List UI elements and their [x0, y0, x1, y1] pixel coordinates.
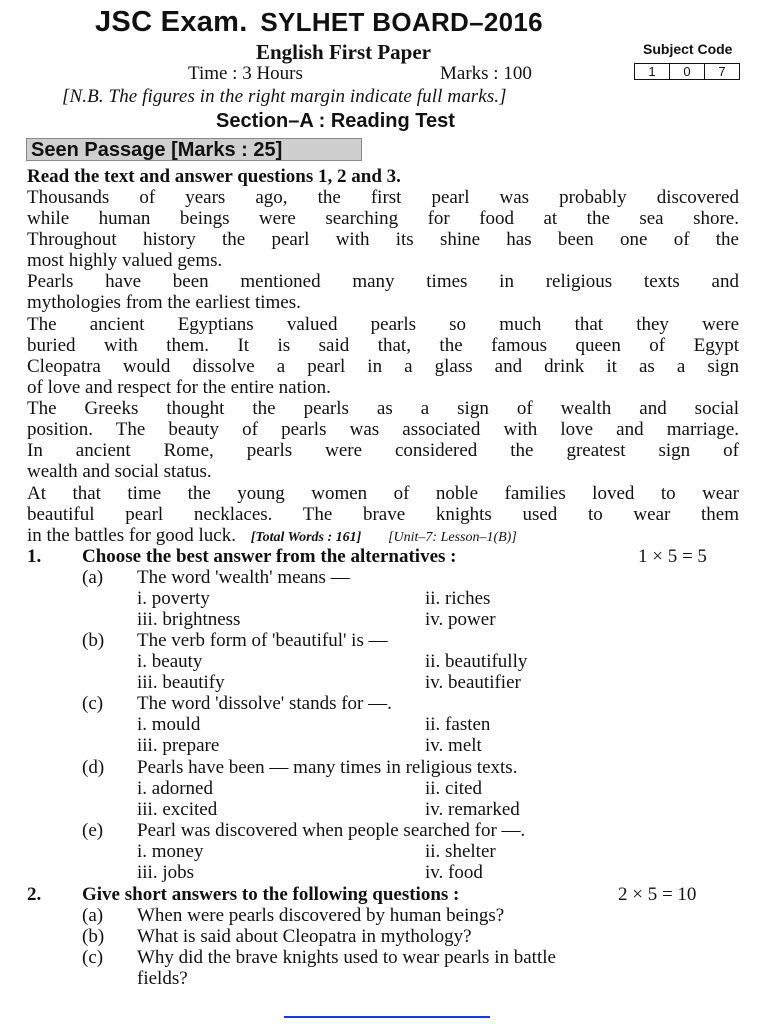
question-number: 1.: [27, 546, 42, 567]
question-text: Choose the best answer from the alternatives :: [82, 546, 457, 567]
subject-code-digit: 7: [704, 64, 739, 79]
question-number: 2.: [27, 884, 42, 905]
mcq-option: i. poverty: [137, 588, 210, 609]
passage-line: mythologies from the earliest times.: [27, 292, 301, 313]
section-title: Section–A : Reading Test: [216, 110, 455, 132]
item-label: (b): [82, 630, 105, 651]
passage-instruction: Read the text and answer questions 1, 2 and 3.: [27, 166, 401, 187]
mcq-option: i. adorned: [137, 778, 213, 799]
board-name: SYLHET BOARD–2016: [260, 7, 543, 37]
mcq-option: ii. riches: [425, 588, 491, 609]
passage-line: The ancient Egyptians valued pearls so much that they were: [27, 314, 739, 335]
question-text-continued: fields?: [137, 968, 188, 989]
seen-passage-heading: Seen Passage [Marks : 25]: [26, 138, 362, 161]
passage-last-line: [27, 525, 739, 548]
passage-line: Pearls have been mentioned many times in religious texts and: [27, 271, 739, 292]
short-question: [82, 905, 504, 927]
total-words: [Total Words : 161]: [250, 530, 362, 545]
passage-line: position. The beauty of pearls was associated with love and marriage.: [27, 419, 739, 440]
item-label: (c): [82, 693, 104, 714]
full-marks: Marks : 100: [440, 63, 532, 84]
stem-text: Pearls have been — many times in religious texts.: [137, 757, 518, 778]
question-text: What is said about Cleopatra in mythology?: [137, 926, 472, 947]
bottom-divider: [284, 1016, 490, 1018]
question-text: When were pearls discovered by human beings?: [137, 905, 505, 926]
item-label: (e): [82, 820, 104, 841]
subject-code-boxes: [634, 63, 740, 80]
subject-code-label: Subject Code: [643, 41, 733, 57]
passage-line: The Greeks thought the pearls as a sign of wealth and social: [27, 398, 739, 419]
mcq-option: iii. excited: [137, 799, 218, 820]
mcq-option: iii. prepare: [137, 735, 220, 756]
mcq-stem: [82, 567, 350, 589]
passage-line: while human beings were searching for food at the sea shore.: [27, 208, 739, 229]
passage-line: Thousands of years ago, the first pearl was probably discovered: [27, 187, 739, 208]
passage-line: of love and respect for the entire nation.: [27, 377, 331, 398]
passage-line: In ancient Rome, pearls were considered the greatest sign of: [27, 440, 739, 461]
mcq-option: iv. power: [425, 609, 496, 630]
mcq-option: ii. beautifully: [425, 651, 528, 672]
passage-line: most highly valued gems.: [27, 250, 223, 271]
mcq-stem: [82, 757, 517, 779]
mcq-option: iv. melt: [425, 735, 482, 756]
stem-text: The word 'dissolve' stands for —.: [137, 693, 392, 714]
stem-text: Pearl was discovered when people searched for —.: [137, 820, 526, 841]
question-marks: 1 × 5 = 5: [638, 546, 707, 567]
mcq-option: ii. cited: [425, 778, 482, 799]
mcq-stem: [82, 630, 388, 652]
mcq-option: ii. fasten: [425, 714, 491, 735]
unit-reference: [Unit–7: Lesson–1(B)]: [388, 530, 517, 545]
passage-line: Throughout history the pearl with its shine has been one of the: [27, 229, 739, 250]
stem-text: The verb form of 'beautiful' is —: [137, 630, 388, 651]
item-label: (a): [82, 567, 104, 588]
stem-text: The word 'wealth' means —: [137, 567, 350, 588]
mcq-option: iii. brightness: [137, 609, 241, 630]
item-label: (a): [82, 905, 104, 926]
item-label: (b): [82, 926, 105, 947]
mcq-option: i. money: [137, 841, 204, 862]
item-label: (c): [82, 947, 104, 968]
exam-name: JSC Exam.: [95, 6, 248, 38]
question-text: Why did the brave knights used to wear pearls in battle: [137, 947, 556, 968]
passage-line: buried with them. It is said that, the famous queen of Egypt: [27, 335, 739, 356]
mcq-option: iv. remarked: [425, 799, 520, 820]
mcq-option: i. beauty: [137, 651, 203, 672]
mcq-option: ii. shelter: [425, 841, 496, 862]
passage-line: wealth and social status.: [27, 461, 212, 482]
mcq-stem: [82, 820, 525, 842]
passage-line: beautiful pearl necklaces. The brave knights used to wear them: [27, 504, 739, 525]
mcq-stem: [82, 693, 392, 715]
mcq-option: iii. beautify: [137, 672, 225, 693]
subject-code-digit: 1: [648, 64, 656, 79]
mcq-option: iv. food: [425, 862, 483, 883]
mcq-option: iii. jobs: [137, 862, 195, 883]
mcq-option: i. mould: [137, 714, 201, 735]
short-question: [82, 926, 472, 948]
paper-name: English First Paper: [256, 40, 432, 64]
passage-line: Cleopatra would dissolve a pearl in a glass and drink it as a sign: [27, 356, 739, 377]
passage-line: At that time the young women of noble families loved to wear: [27, 483, 739, 504]
nb-note: [N.B. The figures in the right margin indicate full marks.]: [62, 86, 507, 107]
exam-title: [95, 6, 695, 39]
time-allowed: Time : 3 Hours: [188, 63, 303, 84]
question-marks: 2 × 5 = 10: [618, 884, 697, 905]
question-text: Give short answers to the following questions :: [82, 884, 460, 905]
subject-code-digit: 0: [669, 64, 704, 79]
mcq-option: iv. beautifier: [425, 672, 521, 693]
passage-line: in the battles for good luck.: [27, 525, 236, 546]
short-question: [82, 947, 556, 969]
item-label: (d): [82, 757, 105, 778]
